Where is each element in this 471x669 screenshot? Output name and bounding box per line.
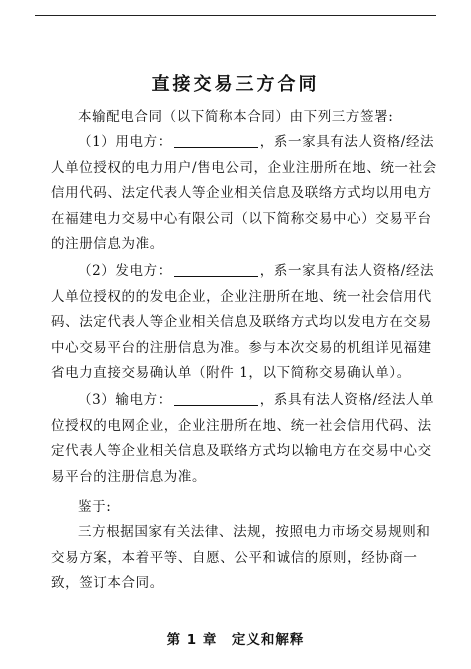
whereas-line: 鉴于: [78, 499, 112, 515]
party-transmitter-text [51, 388, 441, 490]
party-consumer-description: ，系一家具有法人资格/经法人单位授权的电力用户/售电公司，企业注册所在地、统一社会信用代码、法定代表人等企业相关信息及联络方式均以用电方在福建电力交易中心有限公司（以下简称交易中心）交易平台的注册信息为准。 [51, 134, 437, 253]
party-transmitter-label: （3）输电方： [78, 392, 172, 408]
party-consumer-label: （1）用电方： [78, 134, 172, 150]
party-generator-paragraph [51, 259, 441, 387]
header-rule [35, 15, 436, 16]
party-generator-label: （2）发电方： [78, 263, 172, 279]
party-consumer-text [51, 130, 441, 258]
intro-paragraph: 本输配电合同（以下简称本合同）由下列三方签署: [78, 109, 394, 125]
party-transmitter-blank [174, 391, 258, 406]
party-generator-text [51, 259, 441, 387]
document-title: 直接交易三方合同 [151, 74, 320, 95]
party-generator-blank [174, 262, 258, 277]
agreement-paragraph: 三方根据国家有关法律、法规，按照电力市场交易规则和交易方案，本着平等、自愿、公平和诚信的原则，经协商一致，签订本合同。 [51, 524, 431, 592]
party-transmitter-paragraph [51, 388, 441, 490]
party-consumer-blank [174, 133, 258, 148]
party-transmitter-description: ，系具有法人资格/经法人单位授权的电网企业，企业注册所在地、统一社会信用代码、法定代表人等企业相关信息及联络方式均以输电方在交易中心交易平台的注册信息为准。 [51, 392, 435, 485]
party-consumer-paragraph [51, 130, 441, 258]
party-generator-description: ，系一家具有法人资格/经法人单位授权的的发电企业，企业注册所在地、统一社会信用代码、法定代表人等企业相关信息及联络方式均以发电方在交易中心交易平台的注册信息为准。参与本次交易的机组详见福建省电力直接交易确认单（附件 1，以下简称交易确认单）。 [51, 263, 435, 382]
chapter-heading: 第 1 章 定义和解释 [166, 632, 305, 648]
